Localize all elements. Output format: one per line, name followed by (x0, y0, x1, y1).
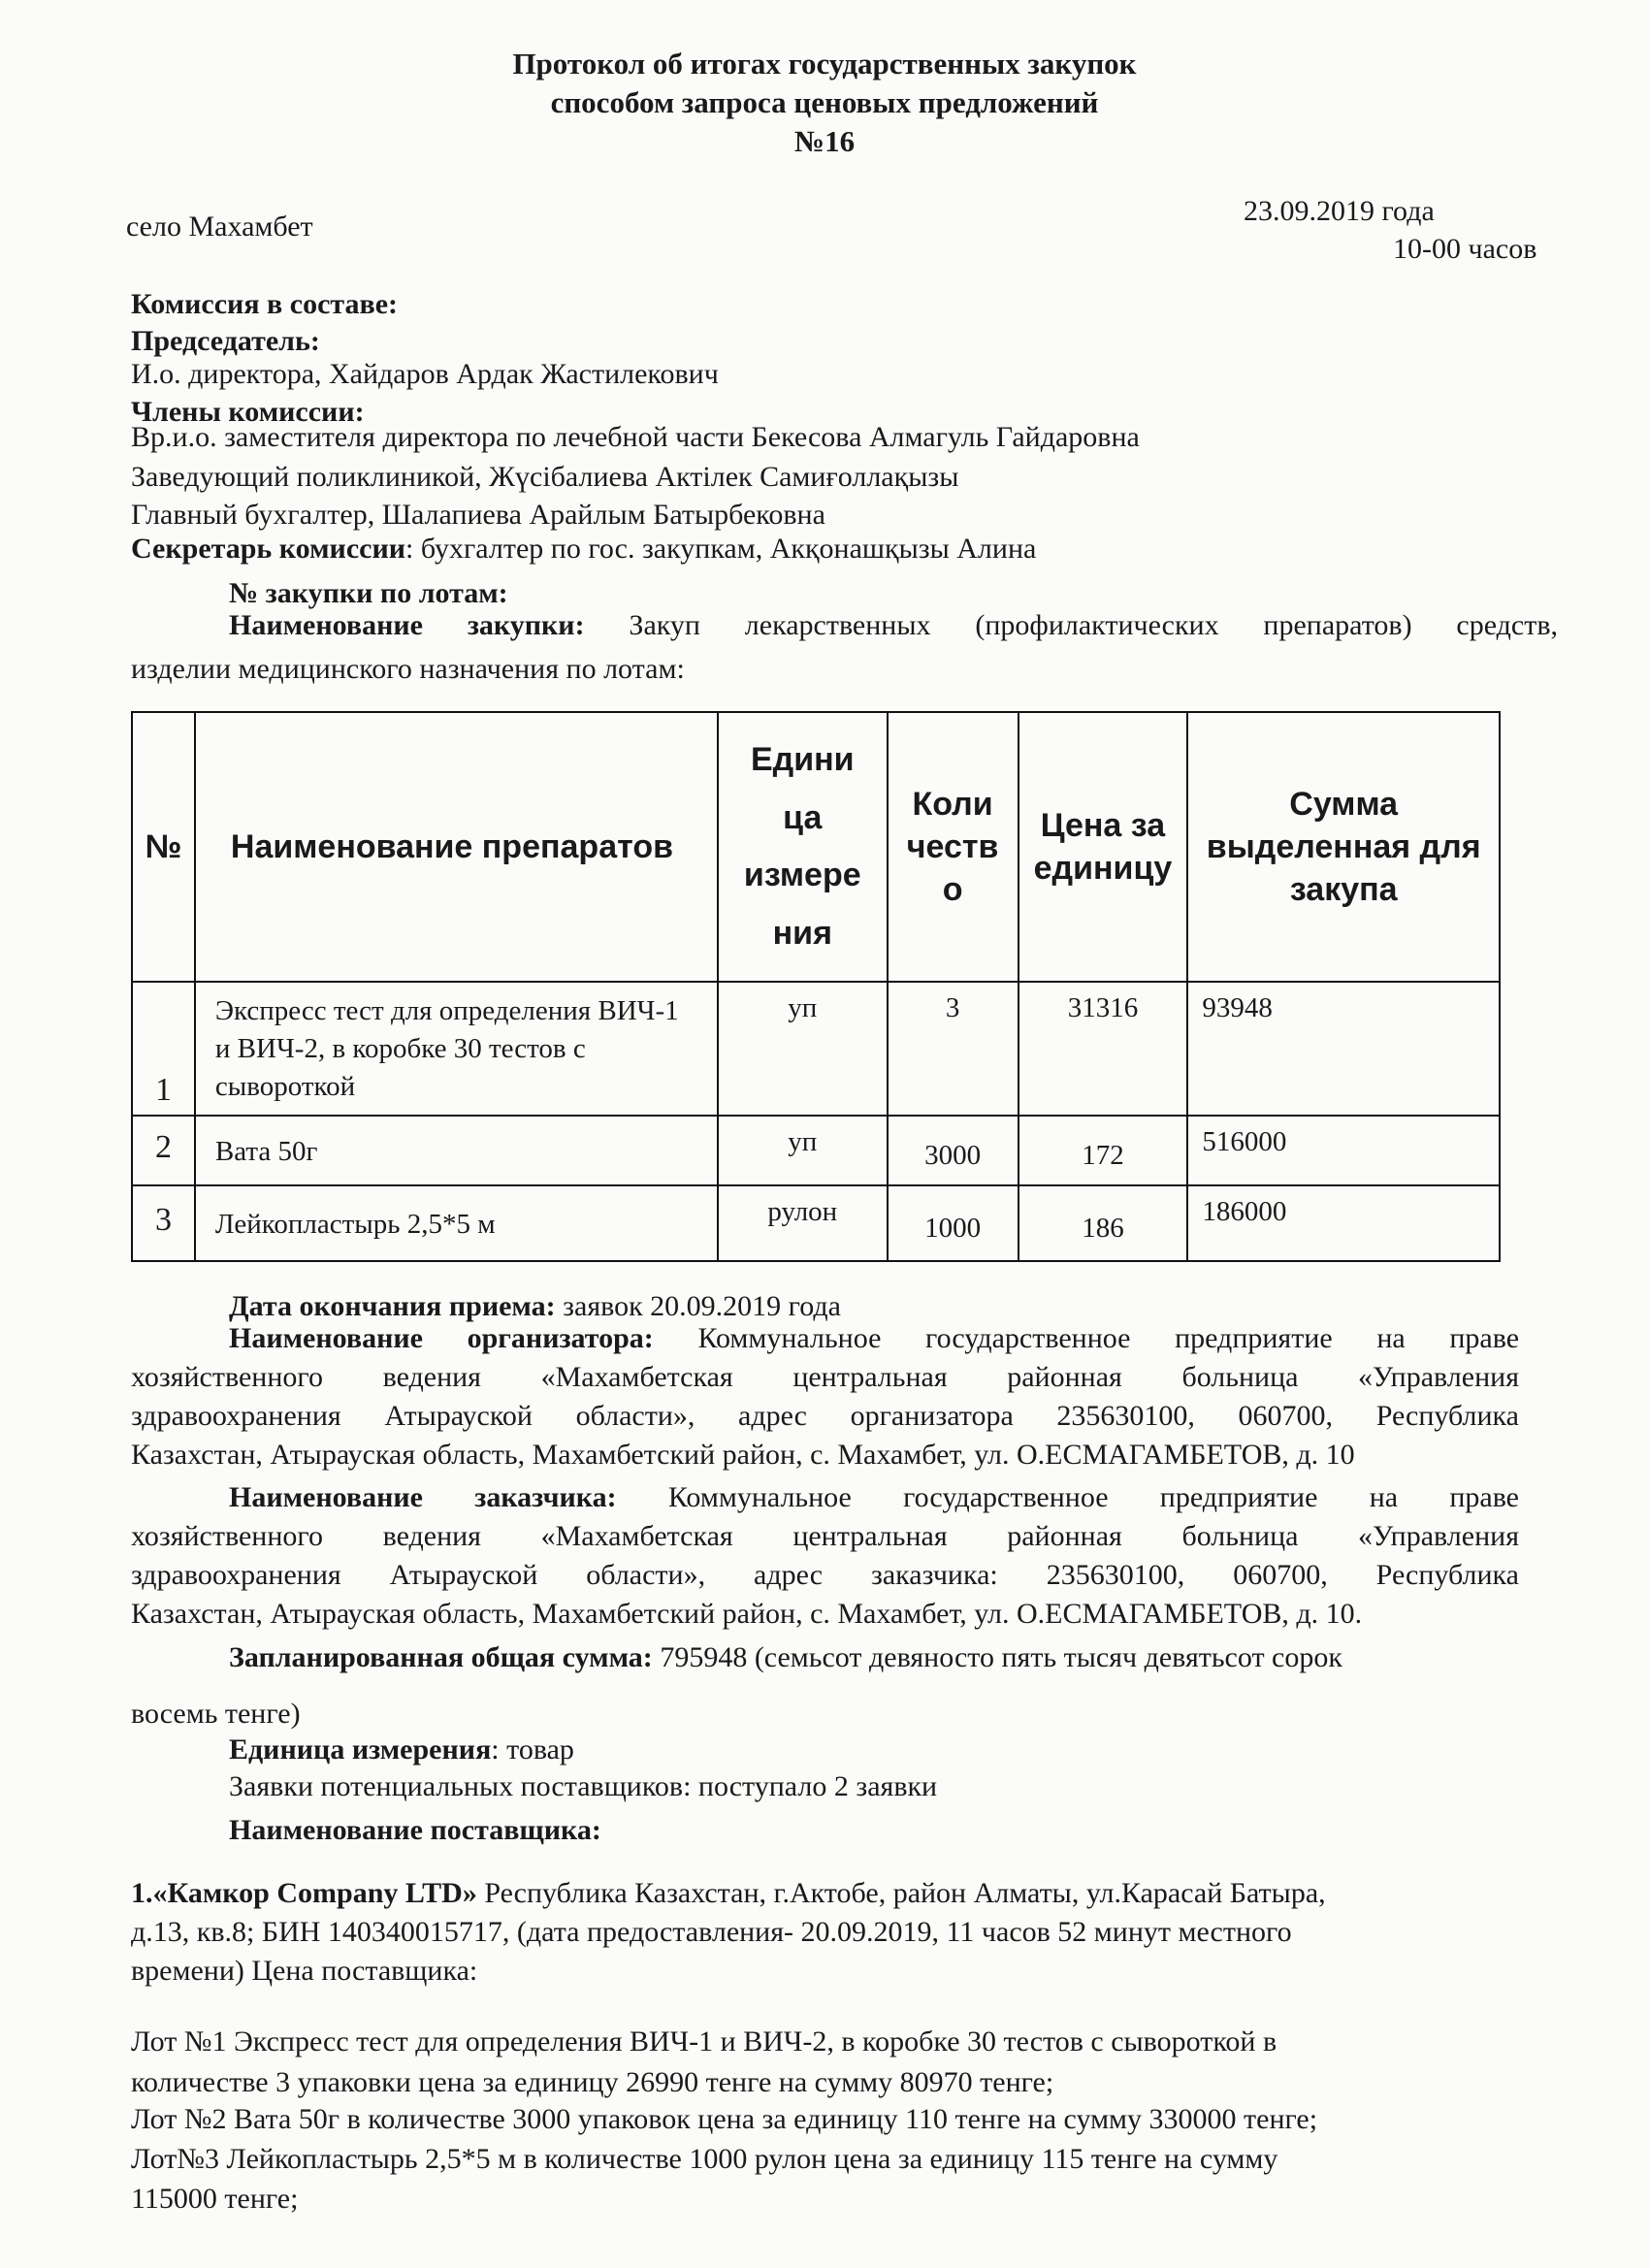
customer-text-3: здравоохранения Атырауской области», адрес заказчика: 235630100, 060700, Республика (131, 1559, 1519, 1591)
row-qty: 1000 (888, 1185, 1018, 1261)
row-unit: рулон (718, 1185, 888, 1261)
purchase-name-line (229, 609, 1558, 642)
row-sum: 93948 (1187, 982, 1500, 1116)
header-qty (888, 712, 1018, 982)
header-num: № (132, 712, 195, 982)
secretary-text: : бухгалтер по гос. закупкам, Акқонашқызы Алина (405, 533, 1037, 565)
unit-label: Единица измерения (229, 1733, 492, 1766)
supplier1-line-1 (131, 1877, 1326, 1910)
row-unit: уп (718, 982, 888, 1116)
row-num: 2 (132, 1116, 195, 1185)
total-text-1: 795948 (семьсот девяносто пять тысяч девятьсот сорок (652, 1641, 1342, 1673)
customer-label: Наименование заказчика: (229, 1481, 617, 1513)
row-name: Лейкопластырь 2,5*5 м (195, 1185, 718, 1261)
header-price-2: единицу (1033, 850, 1173, 887)
row-num: 1 (132, 982, 195, 1116)
customer-text-4: Казахстан, Атырауская область, Махамбетский район, с. Махамбет, ул. О.ЕСМАГАМБЕТОВ, д. 10. (131, 1598, 1363, 1630)
commission-label: Комиссия в составе: (131, 288, 398, 320)
doc-title-line1: Протокол об итогах государственных закупок (512, 47, 1137, 81)
member-2: Заведующий поликлиникой, Жүсібалиева Актілек Самиғоллақызы (131, 461, 959, 493)
supplier1-text-2: д.13, кв.8; БИН 140340015717, (дата предоставления- 20.09.2019, 11 часов 52 минут местного (131, 1916, 1292, 1948)
chair-label: Председатель: (131, 325, 320, 357)
doc-title-line2: способом запроса ценовых предложений (550, 85, 1099, 119)
supplier1-text-3: времени) Цена поставщика: (131, 1955, 478, 1987)
organizer-text-2: хозяйственного ведения «Махамбетская центральная районная больница «Управления (131, 1361, 1519, 1393)
header-name: Наименование препаратов (195, 712, 718, 982)
table-row (132, 982, 1500, 1116)
secretary-label: Секретарь комиссии (131, 533, 406, 565)
table-row (132, 1116, 1500, 1185)
row-unit: уп (718, 1116, 888, 1185)
organizer-line-1 (229, 1322, 1519, 1355)
bids-text: Заявки потенциальных поставщиков: поступало 2 заявки (229, 1770, 938, 1802)
header-qty-2: честв (906, 827, 999, 865)
header-sum-2: выделенная для (1206, 827, 1481, 865)
row-sum: 516000 (1187, 1116, 1500, 1185)
doc-number: №16 (793, 124, 856, 158)
deadline-line (229, 1290, 841, 1323)
customer-text-2: хозяйственного ведения «Махамбетская центральная районная больница «Управления (131, 1520, 1519, 1552)
purchase-name-text-2: изделии медицинского назначения по лотам: (131, 653, 685, 685)
table-header-row (132, 712, 1500, 982)
header-qty-3: о (942, 871, 963, 909)
place: село Махамбет (126, 211, 313, 243)
total-text-2: восемь тенге) (131, 1698, 301, 1730)
supplier1-name: 1.«Камкор Company LTD» (131, 1877, 477, 1909)
row-name-3: сывороткой (214, 1071, 356, 1103)
header-price (1018, 712, 1188, 982)
deadline-label: Дата окончания приема: (229, 1290, 556, 1322)
row-name-2: и ВИЧ-2, в коробке 30 тестов с (214, 1033, 586, 1065)
members-label: Члены комиссии: (131, 396, 365, 428)
row-name-1: Экспресс тест для определения ВИЧ-1 (214, 995, 679, 1026)
row-sum: 186000 (1187, 1185, 1500, 1261)
supplier1-text-1: Республика Казахстан, г.Актобе, район Алматы, ул.Карасай Батыра, (476, 1877, 1326, 1909)
secretary-line (131, 533, 1036, 566)
header-sum (1187, 712, 1500, 982)
header-unit-2: ца (783, 798, 823, 836)
header-sum-1: Сумма (1289, 785, 1399, 823)
time: 10-00 часов (1393, 233, 1537, 265)
customer-line-1 (229, 1481, 1519, 1514)
organizer-text-4: Казахстан, Атырауская область, Махамбетский район, с. Махамбет, ул. О.ЕСМАГАМБЕТОВ, д. 10 (131, 1439, 1355, 1471)
header-price-1: Цена за (1040, 806, 1166, 844)
total-label: Запланированная общая сумма: (229, 1641, 653, 1673)
row-price: 186 (1018, 1185, 1188, 1261)
row-qty: 3000 (888, 1116, 1018, 1185)
member-3: Главный бухгалтер, Шалапиева Арайлым Батырбековна (131, 499, 825, 531)
organizer-text-3: здравоохранения Атырауской области», адрес организатора 235630100, 060700, Республика (131, 1400, 1519, 1432)
supplier-label: Наименование поставщика: (229, 1814, 601, 1846)
lot1-line-2: количестве 3 упаковки цена за единицу 26990 тенге на сумму 80970 тенге; (131, 2066, 1054, 2098)
header-unit-1: Едини (750, 741, 855, 778)
header-sum-3: закупа (1289, 871, 1398, 909)
lot1-line-1: Лот №1 Экспресс тест для определения ВИЧ-1 и ВИЧ-2, в коробке 30 тестов с сывороткой в (131, 2025, 1277, 2057)
organizer-text-1: Коммунальное государственное предприятие на праве (697, 1322, 1520, 1354)
purchase-name-label: Наименование закупки: (229, 609, 585, 641)
row-qty: 3 (888, 982, 1018, 1116)
member-1: Вр.и.о. заместителя директора по лечебной части Бекесова Алмагуль Гайдаровна (131, 421, 1140, 453)
header-qty-1: Коли (912, 785, 993, 823)
table-row (132, 1185, 1500, 1261)
row-price: 31316 (1018, 982, 1188, 1116)
row-name: Вата 50г (195, 1116, 718, 1185)
row-price: 172 (1018, 1116, 1188, 1185)
lots-table (131, 711, 1501, 1262)
chair-name: И.о. директора, Хайдаров Ардак Жастилекович (131, 358, 719, 390)
header-unit-3: измере (743, 857, 861, 893)
lot2-line: Лот №2 Вата 50г в количестве 3000 упаковок цена за единицу 110 тенге на сумму 330000 тенге; (131, 2103, 1318, 2135)
unit-line (229, 1733, 574, 1766)
unit-text: : товар (491, 1733, 574, 1766)
header-unit (718, 712, 888, 982)
lot3-line-1: Лот№3 Лейкопластырь 2,5*5 м в количестве 1000 рулон цена за единицу 115 тенге на сумму (131, 2143, 1278, 2175)
purchase-name-text: Закуп лекарственных (профилактических препаратов) средств, (629, 609, 1558, 641)
deadline-text: заявок 20.09.2019 года (555, 1290, 841, 1322)
organizer-label: Наименование организатора: (229, 1322, 654, 1354)
customer-text-1: Коммунальное государственное предприятие на праве (667, 1481, 1520, 1513)
row-num: 3 (132, 1185, 195, 1261)
lot3-line-2: 115000 тенге; (131, 2183, 299, 2215)
date: 23.09.2019 года (1244, 195, 1435, 227)
header-unit-4: ния (772, 914, 832, 952)
total-line (229, 1641, 1342, 1674)
lots-label: № закупки по лотам: (229, 577, 508, 609)
row-name (195, 982, 718, 1116)
